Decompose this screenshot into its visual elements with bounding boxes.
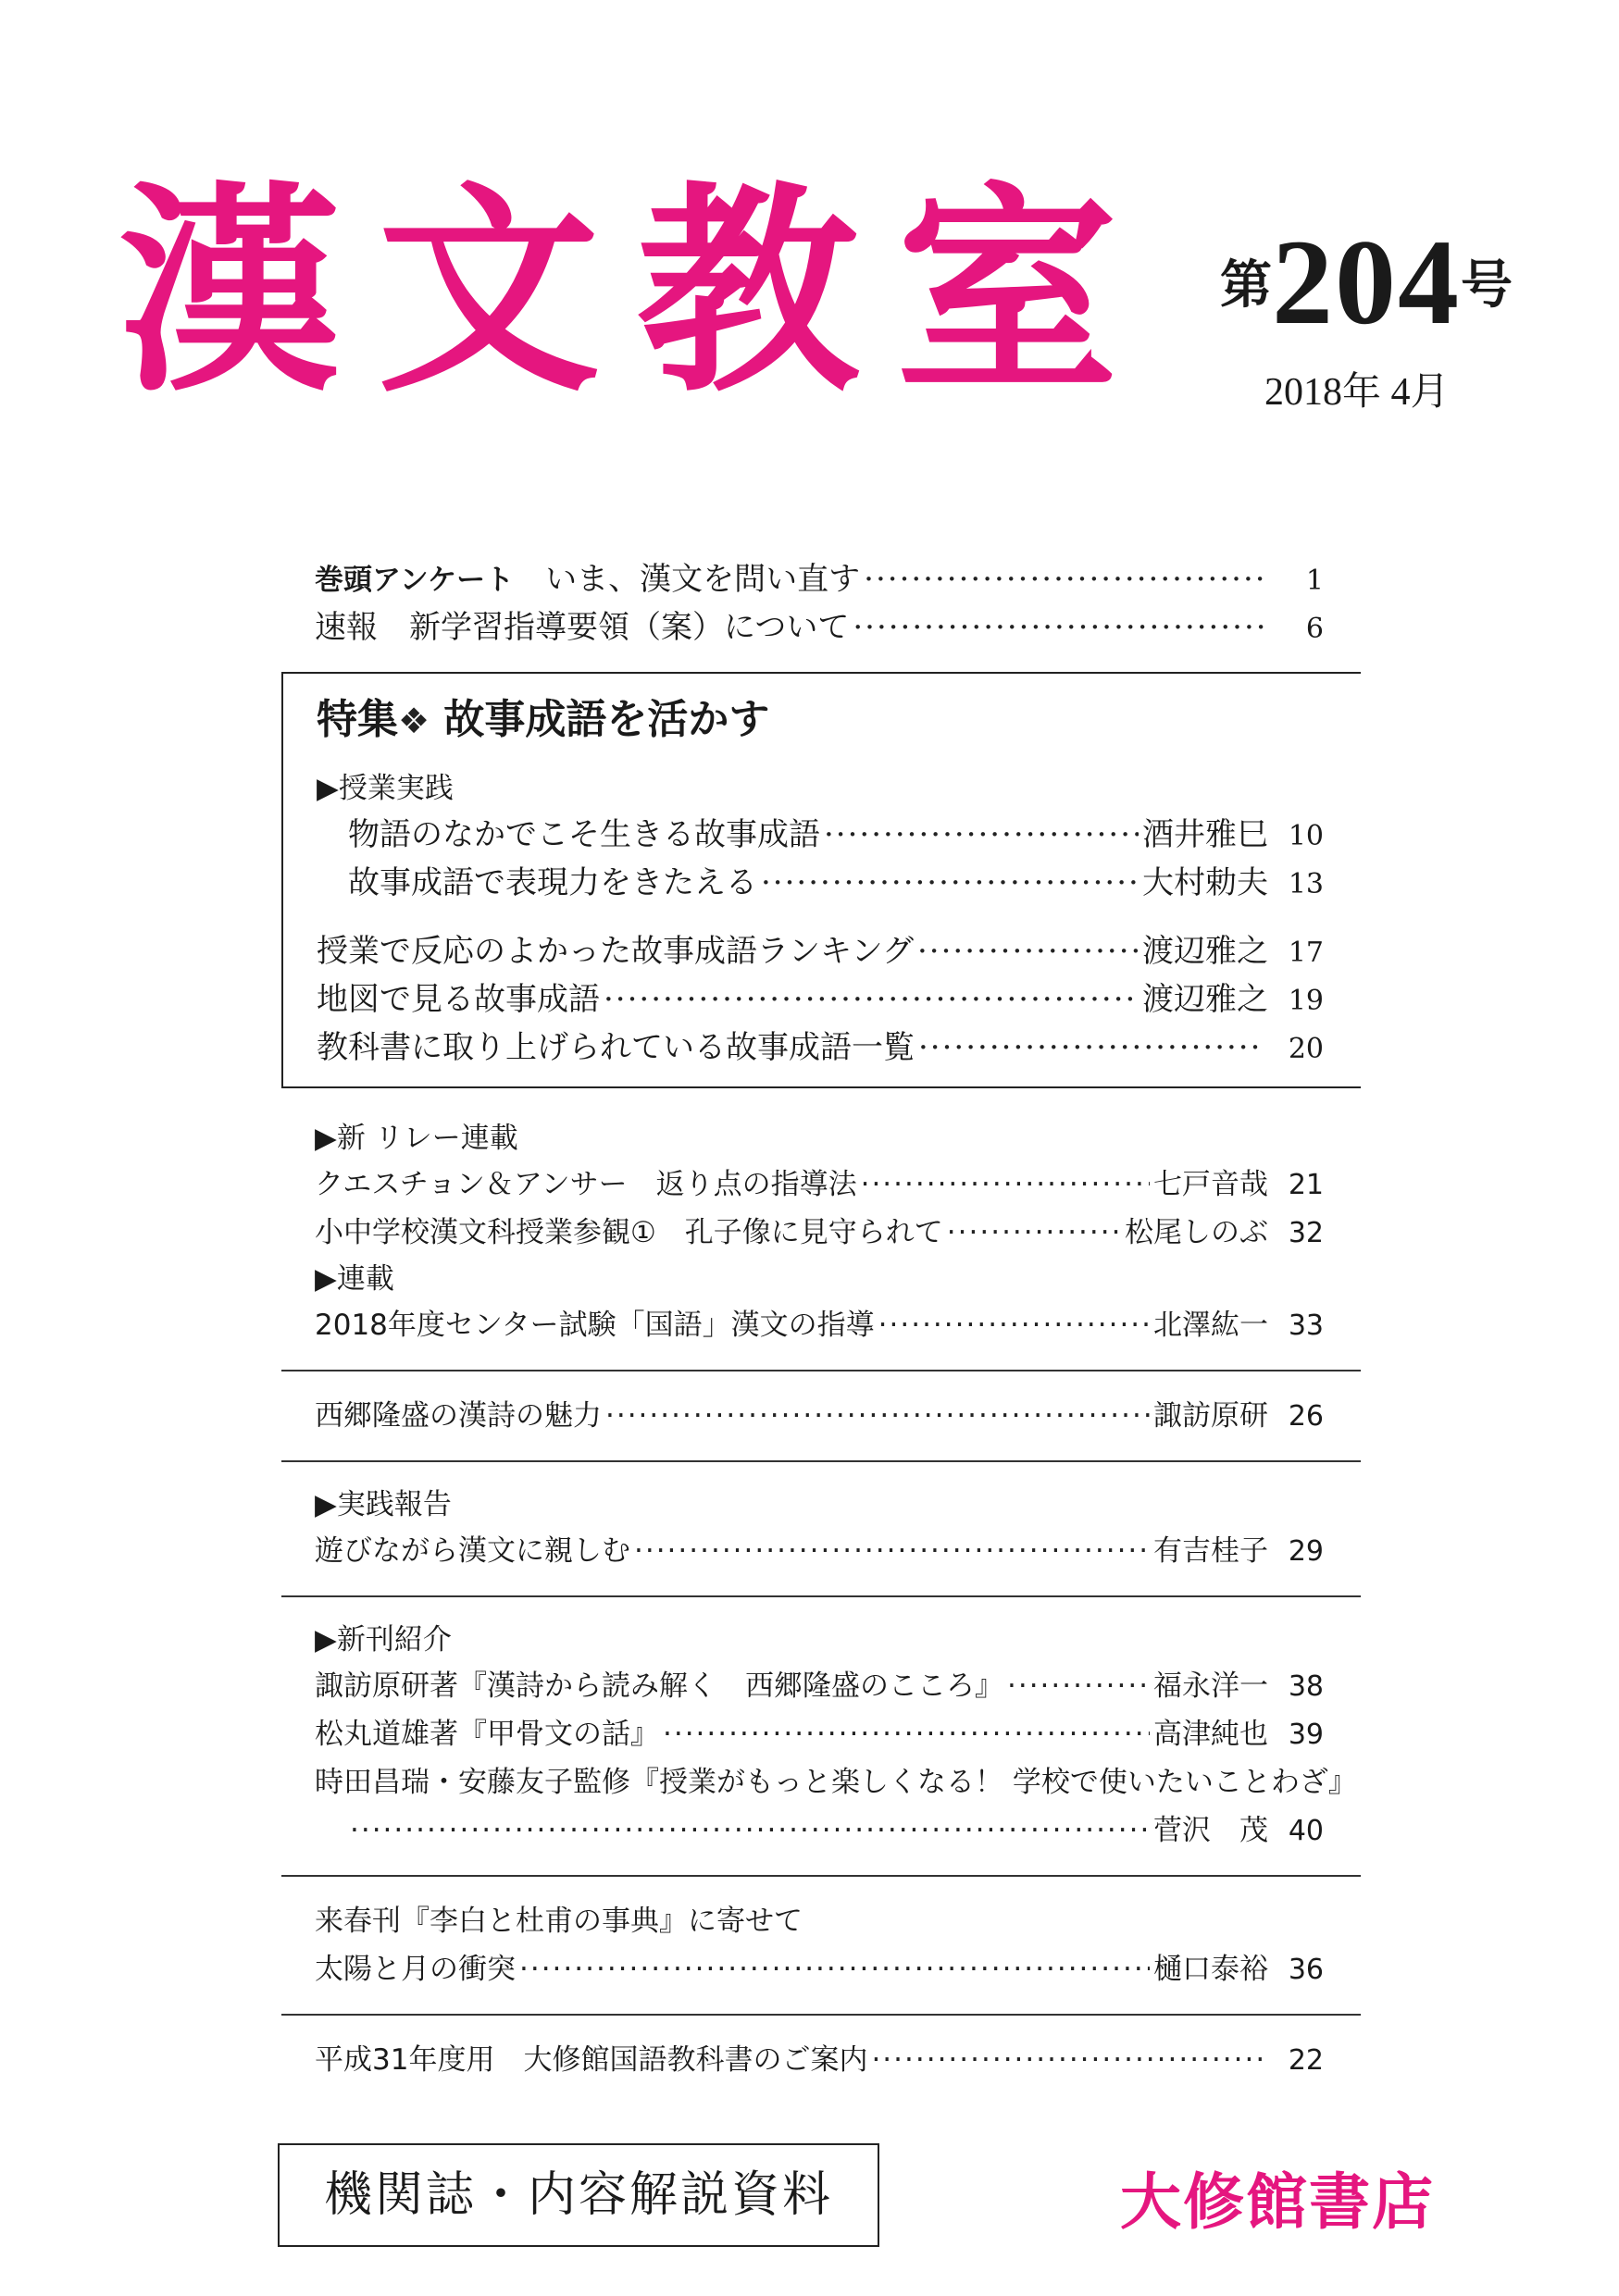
issue-suffix: 号 <box>1461 255 1513 316</box>
leader-dots <box>878 1301 1150 1349</box>
issue-prefix: 第 <box>1220 255 1272 316</box>
toc-entry-author: 北澤紘一 <box>1153 1309 1268 1342</box>
toc-entry[interactable] <box>317 859 1324 907</box>
toc-entry-title: 小中学校漢文科授業参観① 孔子像に見守られて <box>315 1216 943 1249</box>
toc-entry-title: 遊びながら漢文に親しむ <box>315 1534 630 1568</box>
toc-entry-author: 七戸音哉 <box>1153 1168 1268 1201</box>
toc-entry[interactable] <box>315 1806 1324 1855</box>
leader-dots <box>917 927 1139 975</box>
toc-lead-text: 来春刊『李白と杜甫の事典』に寄せて <box>315 1905 803 1938</box>
toc-entry-page: 6 <box>1305 613 1324 645</box>
toc-entry-page: 10 <box>1288 820 1324 852</box>
toc-entry-page: 32 <box>1288 1217 1324 1249</box>
toc-entry-title: いま、漢文を問い直す <box>514 561 861 598</box>
toc-entry-title: 平成31年度用 大修館国語教科書のご案内 <box>315 2043 868 2077</box>
toc-entry[interactable] <box>317 975 1324 1024</box>
leader-dots <box>350 1806 1150 1855</box>
toc-entry-page: 21 <box>1288 1169 1324 1201</box>
feature-title: 故事成語を活かす <box>443 696 770 743</box>
leader-dots <box>1007 1662 1150 1710</box>
toc-entry[interactable] <box>317 811 1324 859</box>
magazine-title: 漢文教室 <box>118 161 1155 422</box>
issue-number-value: 204 <box>1272 214 1461 350</box>
leader-dots <box>853 603 1264 652</box>
toc-entry-page: 38 <box>1288 1670 1324 1703</box>
toc-entry-author: 高津純也 <box>1153 1718 1268 1751</box>
toc-entry-title: 地図で見る故事成語 <box>317 981 600 1018</box>
toc-entry-author: 福永洋一 <box>1153 1669 1268 1703</box>
toc-entry-page: 29 <box>1288 1535 1324 1568</box>
spacer <box>317 907 1324 927</box>
toc-entry-author: 大村勅夫 <box>1142 864 1268 901</box>
toc-entry-title: 西郷隆盛の漢詩の魅力 <box>315 1399 602 1433</box>
toc-entry[interactable] <box>315 1160 1324 1209</box>
publisher-name: 大修館書店 <box>1120 2166 1435 2238</box>
feature-label: 特集 <box>317 696 398 743</box>
toc-entry-label: 巻頭アンケート <box>315 564 515 597</box>
leader-dots <box>824 811 1139 859</box>
leader-dots <box>605 1392 1150 1440</box>
toc-entry[interactable] <box>315 1209 1324 1257</box>
toc-entry-page: 36 <box>1288 1954 1324 1986</box>
leader-dots <box>871 2036 1264 2084</box>
section-heading: ▶連載 <box>315 1262 394 1296</box>
toc-entry-title: 速報 新学習指導要領（案）について <box>315 609 850 646</box>
toc-entry[interactable] <box>315 2036 1324 2084</box>
divider <box>281 1595 1361 1597</box>
toc-entry-page: 40 <box>1288 1815 1324 1847</box>
toc-entry-author: 樋口泰裕 <box>1153 1953 1268 1986</box>
section-heading: ▶授業実践 <box>317 772 454 805</box>
toc-entry[interactable] <box>317 927 1324 975</box>
toc-entry-page: 22 <box>1288 2044 1324 2077</box>
toc-entry-page: 17 <box>1288 937 1324 969</box>
toc-entry[interactable] <box>315 1662 1324 1710</box>
toc-entry-author: 松尾しのぶ <box>1125 1216 1268 1249</box>
toc-entry-author: 渡辺雅之 <box>1142 933 1268 970</box>
toc-entry-long-title[interactable] <box>315 1758 1357 1806</box>
issue-date: 2018年 4月 <box>1264 371 1450 414</box>
leader-dots <box>761 859 1139 907</box>
toc-lead <box>315 1897 1324 1945</box>
toc-entry-title: クエスチョン＆アンサー 返り点の指導法 <box>315 1168 857 1201</box>
toc-entry[interactable] <box>317 1024 1324 1072</box>
toc-entry-page: 26 <box>1288 1400 1324 1433</box>
leader-dots <box>947 1209 1121 1257</box>
toc-entry-title: 授業で反応のよかった故事成語ランキング <box>317 933 914 970</box>
toc-entry-author: 酒井雅巳 <box>1142 816 1268 853</box>
toc-entry-title: 教科書に取り上げられている故事成語一覧 <box>317 1029 915 1066</box>
toc-entry-title: 物語のなかでこそ生きる故事成語 <box>348 816 820 853</box>
toc-entry-page: 13 <box>1288 868 1324 900</box>
toc-entry[interactable] <box>315 1710 1324 1758</box>
toc-entry[interactable] <box>315 1301 1324 1349</box>
toc-entry-author: 有吉桂子 <box>1153 1534 1268 1568</box>
toc-entry-author: 渡辺雅之 <box>1142 981 1268 1018</box>
toc-entry-page: 20 <box>1288 1033 1324 1065</box>
toc-entry-title: 2018年度センター試験「国語」漢文の指導 <box>315 1309 875 1342</box>
toc-entry-page: 33 <box>1288 1309 1324 1342</box>
spacer <box>315 1088 1324 1116</box>
divider <box>281 2014 1361 2016</box>
divider <box>281 1460 1361 1462</box>
leader-dots <box>604 975 1139 1024</box>
toc-entry[interactable] <box>315 1945 1324 1993</box>
toc-entry-title: 松丸道雄著『甲骨文の話』 <box>315 1718 659 1751</box>
toc-entry-title: 太陽と月の衝突 <box>315 1953 516 1986</box>
toc-entry-title: 故事成語で表現力をきたえる <box>348 864 757 901</box>
divider <box>281 1875 1361 1877</box>
toc-entry[interactable] <box>315 1392 1324 1440</box>
toc-entry[interactable] <box>315 1527 1324 1575</box>
section-heading: ▶新 リレー連載 <box>315 1122 518 1155</box>
toc-entry-title: 諏訪原研著『漢詩から読み解く 西郷隆盛のこころ』 <box>315 1669 1003 1703</box>
ornament-icon: ❖ <box>398 701 430 741</box>
leader-dots <box>918 1024 1264 1072</box>
feature-heading <box>317 683 1324 766</box>
leader-dots <box>663 1710 1150 1758</box>
leader-dots <box>864 555 1264 603</box>
feature-box <box>281 672 1361 1088</box>
issue-number <box>1220 211 1513 353</box>
toc-entry-page: 1 <box>1305 565 1324 597</box>
leader-dots <box>634 1527 1150 1575</box>
toc-entry-author: 菅沢 茂 <box>1153 1814 1268 1847</box>
document-type-badge: 機関誌・内容解説資料 <box>278 2143 879 2247</box>
toc-entry[interactable] <box>315 555 1324 603</box>
divider <box>281 1370 1361 1371</box>
toc-entry-title: 時田昌瑞・安藤友子監修『授業がもっと楽しくなる！ 学校で使いたいことわざ』 <box>315 1766 1357 1799</box>
section-heading: ▶実践報告 <box>315 1488 452 1521</box>
toc-entry-page: 39 <box>1288 1719 1324 1751</box>
toc-entry-author: 諏訪原研 <box>1153 1399 1268 1433</box>
table-of-contents <box>315 555 1357 2084</box>
leader-dots <box>861 1160 1150 1209</box>
toc-entry-page: 19 <box>1288 985 1324 1017</box>
toc-entry[interactable] <box>315 603 1324 652</box>
section-heading: ▶新刊紹介 <box>315 1623 452 1657</box>
leader-dots <box>519 1945 1150 1993</box>
